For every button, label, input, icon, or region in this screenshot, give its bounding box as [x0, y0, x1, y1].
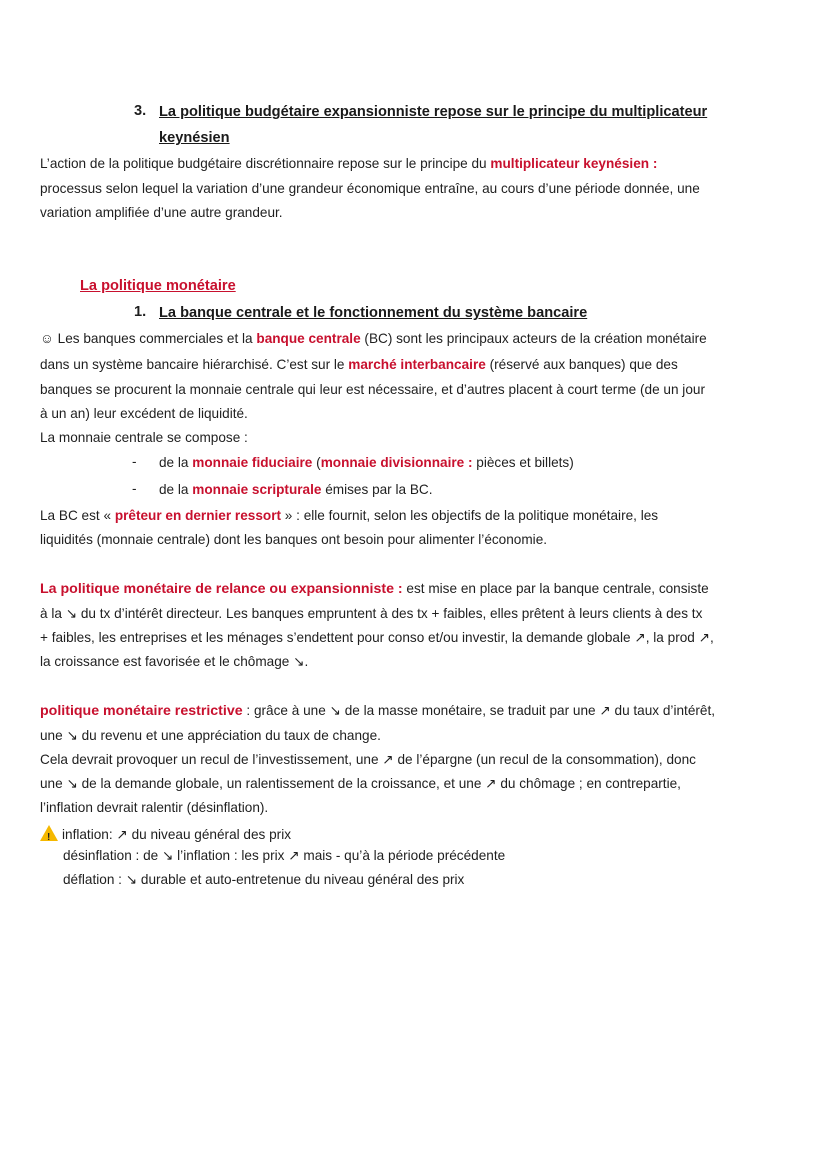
paragraph-line: La monnaie centrale se compose :	[40, 430, 248, 445]
section-number: 3.	[134, 103, 147, 119]
text: de la	[159, 455, 193, 470]
term-highlight: prêteur en dernier ressort	[114, 508, 282, 523]
definition-line: désinflation : de ↘ l’inflation : les prix ↗ mais - qu’à la période précédente	[63, 848, 506, 863]
term-highlight: monnaie fiduciaire	[192, 455, 313, 470]
text: dans un système bancaire hiérarchisé. C’est sur le	[40, 357, 349, 372]
bullet-dash: -	[132, 454, 137, 469]
text: (	[312, 455, 321, 470]
bullet-item	[159, 481, 433, 499]
text: L’action de la politique budgétaire discrétionnaire repose sur le principe du	[40, 156, 491, 171]
paragraph-line: Cela devrait provoquer un recul de l’investissement, une ↗ de l’épargne (un recul de la consommation), donc	[40, 752, 696, 767]
bullet-item	[159, 454, 574, 472]
term-highlight: La politique monétaire de relance ou expansionniste :	[40, 581, 403, 597]
term-highlight: monnaie divisionnaire :	[320, 455, 473, 470]
paragraph-line: banques se procurent la monnaie centrale qui leur est nécessaire, et d’autres placent à court terme (de un jour	[40, 382, 705, 397]
subsection-number: 1.	[134, 304, 147, 320]
term-highlight: marché interbancaire	[348, 357, 486, 372]
paragraph-line: à la ↘ du tx d’intérêt directeur. Les banques empruntent à des tx + faibles, elles prêtent à leurs clients à des tx	[40, 606, 703, 621]
subsection-title: La banque centrale et le fonctionnement du système bancaire	[159, 305, 588, 321]
text: émises par la BC.	[321, 482, 433, 497]
paragraph-line: à un an) leur excédent de liquidité.	[40, 406, 248, 421]
paragraph-line	[40, 155, 657, 173]
term-highlight: monnaie scripturale	[192, 482, 322, 497]
paragraph-line	[40, 356, 678, 374]
paragraph-line: processus selon lequel la variation d’une grandeur économique entraîne, au cours d’une période donnée, une	[40, 181, 700, 196]
section-title-line2: keynésien	[159, 130, 230, 146]
text: La BC est «	[40, 508, 115, 523]
paragraph-line: une ↘ du revenu et une appréciation du taux de change.	[40, 728, 381, 743]
text: (réservé aux banques) que des	[485, 357, 678, 372]
section-heading-monetary: La politique monétaire	[80, 278, 236, 294]
text: de la	[159, 482, 193, 497]
text: inflation: ↗ du niveau général des prix	[62, 827, 292, 842]
paragraph-line: variation amplifiée d’une autre grandeur.	[40, 205, 283, 220]
paragraph-line: liquidités (monnaie centrale) dont les banques ont besoin pour alimenter l’économie.	[40, 532, 548, 547]
paragraph-line: une ↘ de la demande globale, un ralentissement de la croissance, et une ↗ du chômage ; en contrepartie,	[40, 776, 681, 791]
text: » : elle fournit, selon les objectifs de la politique monétaire, les	[281, 508, 659, 523]
term-highlight: banque centrale	[256, 331, 361, 346]
paragraph-line	[40, 507, 658, 525]
text: est mise en place par la banque centrale, consiste	[402, 581, 709, 596]
paragraph-line: la croissance est favorisée et le chômage ↘.	[40, 654, 309, 669]
text: : grâce à une ↘ de la masse monétaire, se traduit par une ↗ du taux d’intérêt,	[242, 703, 716, 718]
paragraph-line: l’inflation devrait ralentir (désinflation).	[40, 800, 269, 815]
definition-line	[40, 823, 291, 844]
paragraph-line	[40, 330, 707, 348]
paragraph-line: + faibles, les entreprises et les ménages s’endettent pour conso et/ou investir, la demande globale ↗, la prod ↗,	[40, 630, 714, 645]
term-highlight: multiplicateur keynésien :	[490, 156, 658, 171]
text: (BC) sont les principaux acteurs de la création monétaire	[360, 331, 707, 346]
bullet-dash: -	[132, 481, 137, 496]
paragraph-line	[40, 702, 715, 720]
definition-line: déflation : ↘ durable et auto-entretenue du niveau général des prix	[63, 872, 465, 887]
warning-icon: !	[40, 825, 58, 841]
paragraph-line	[40, 580, 709, 598]
text: pièces et billets)	[472, 455, 574, 470]
section-title-line1: La politique budgétaire expansionniste repose sur le principe du multiplicateur	[159, 104, 708, 120]
term-highlight: politique monétaire restrictive	[40, 703, 243, 719]
text: ☺ Les banques commerciales et la	[40, 331, 257, 346]
